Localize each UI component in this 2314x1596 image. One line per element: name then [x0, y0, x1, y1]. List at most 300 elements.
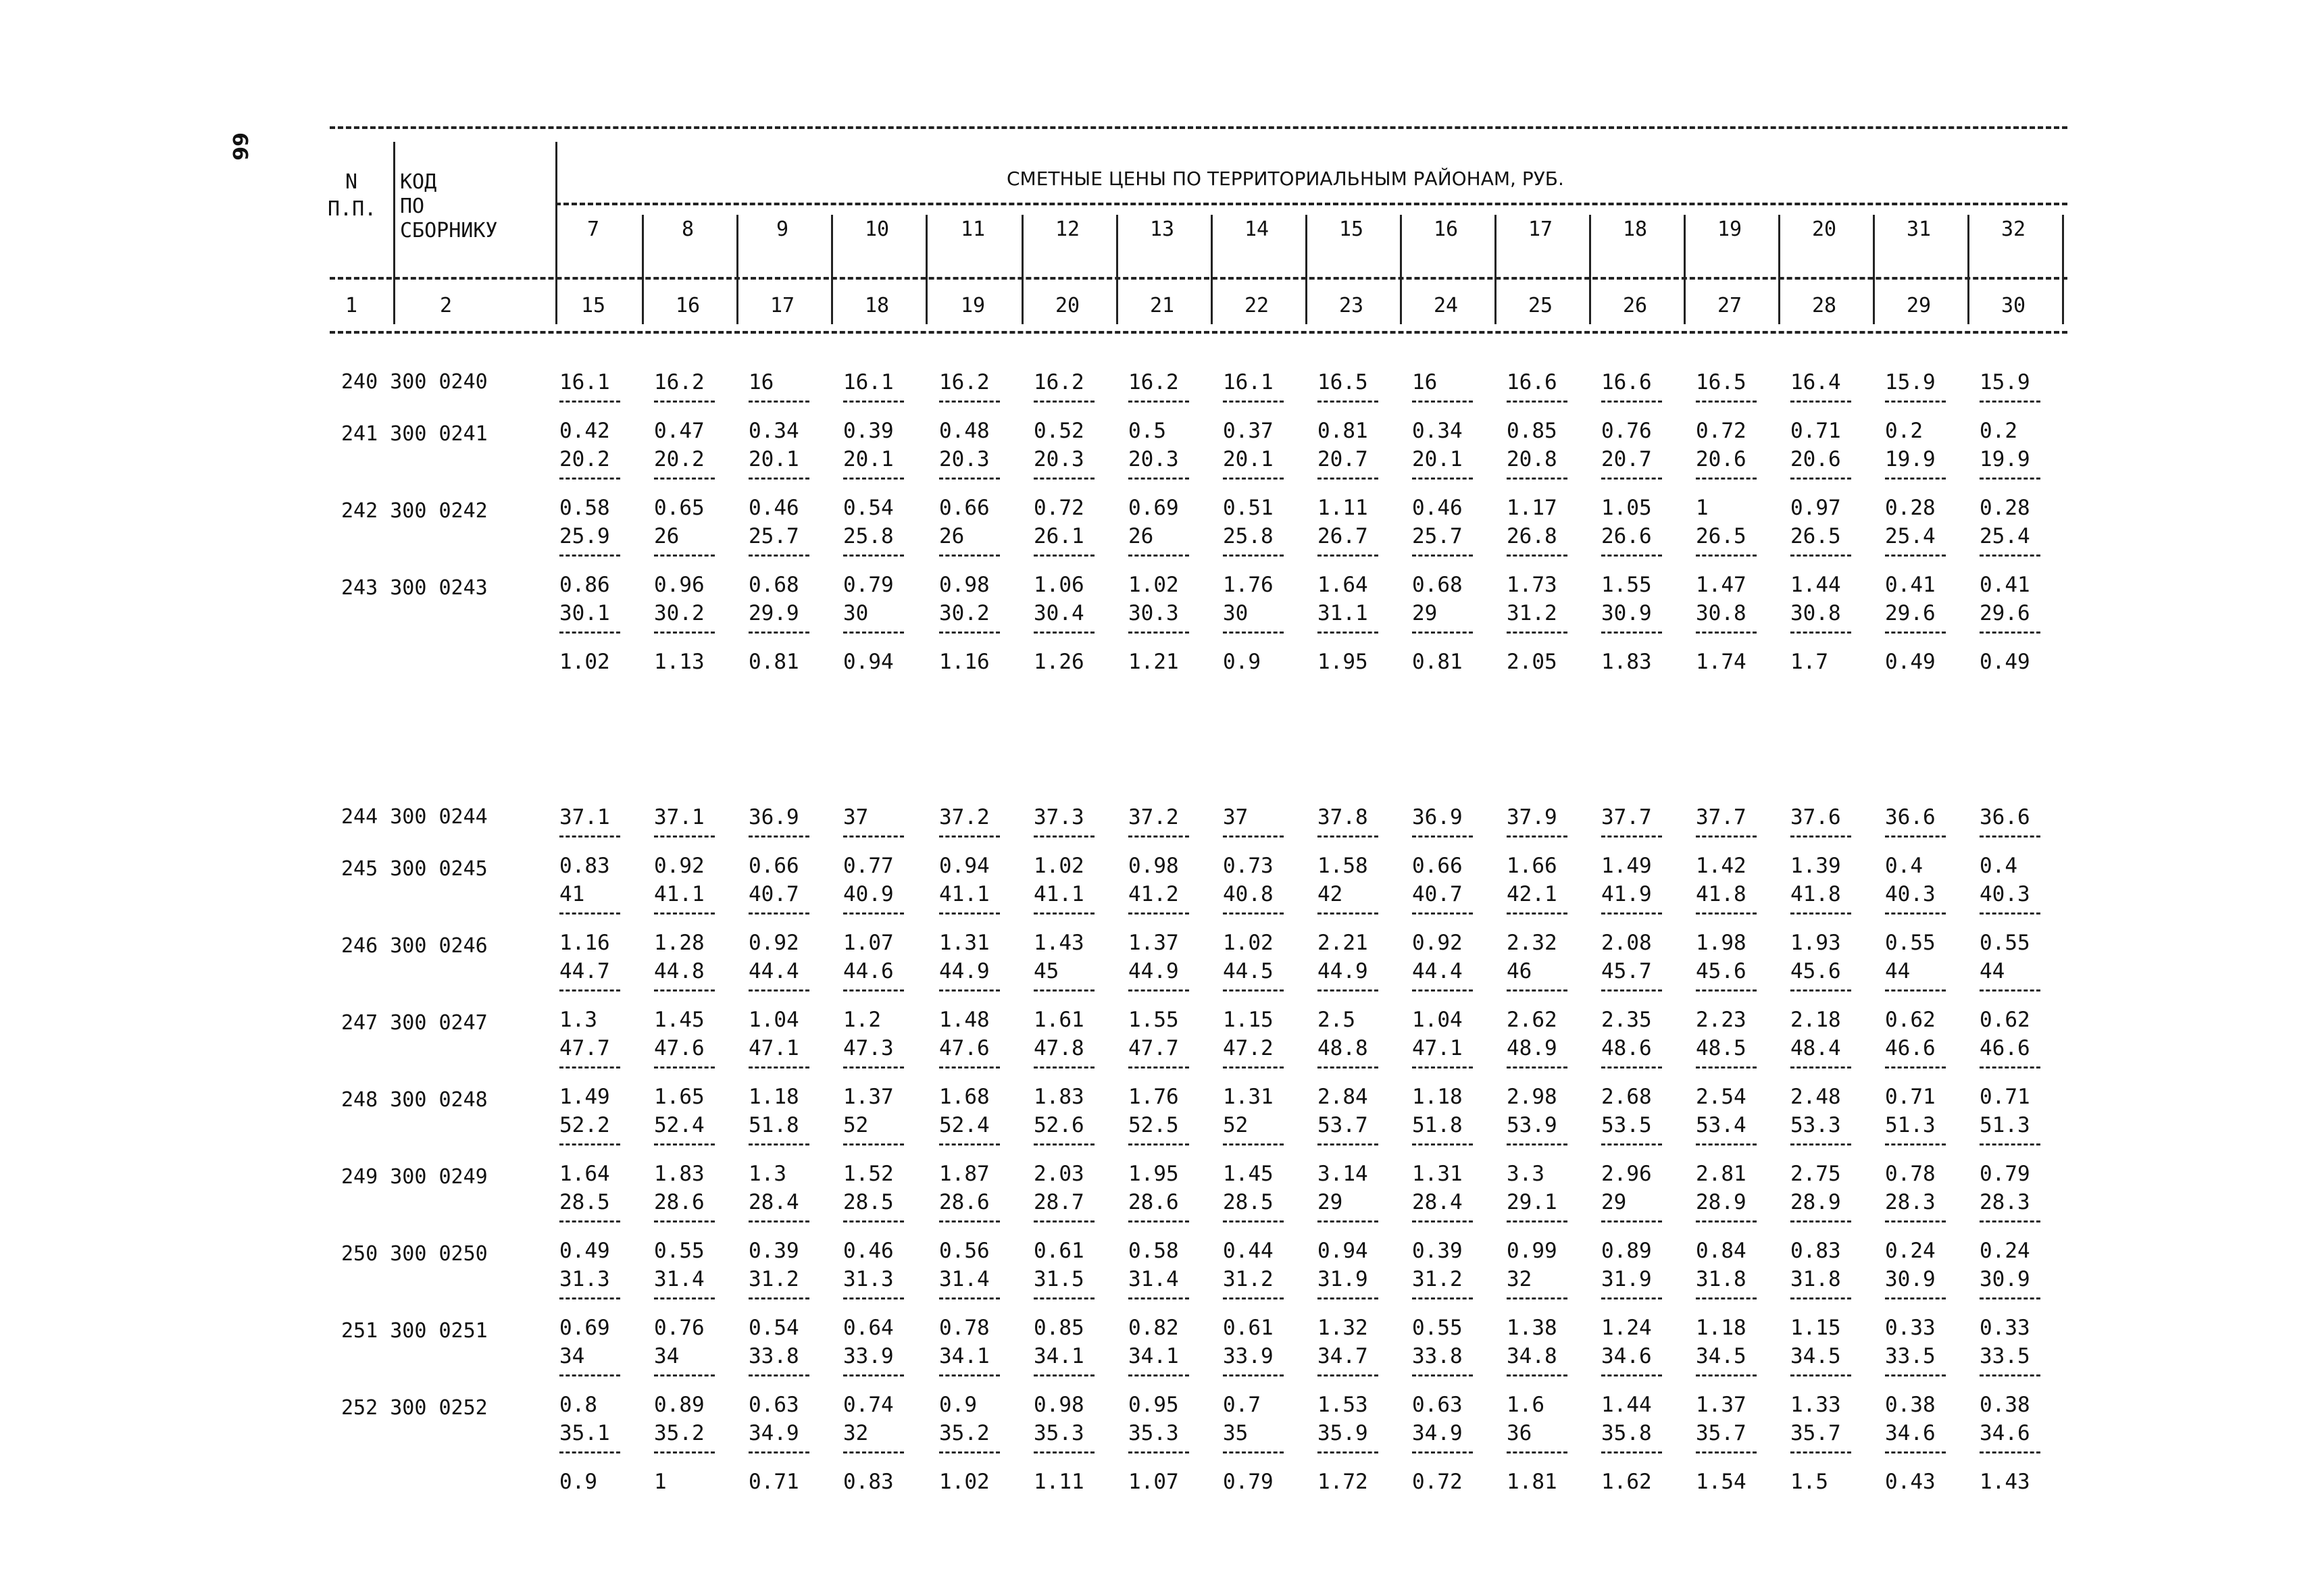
fraction-line: [1507, 1143, 1567, 1145]
fraction-line: [1696, 1297, 1757, 1299]
cell-value-top: 16.5: [1317, 370, 1368, 394]
cell-value-bottom: 1.02: [1034, 854, 1084, 878]
fraction-line: [939, 912, 1000, 915]
fraction-line: [1980, 1220, 2040, 1222]
cell-value-top: 44: [1885, 959, 1911, 983]
cell-value-top: 51.8: [749, 1113, 799, 1137]
cell-value-top: 16: [749, 370, 774, 394]
cell-value-bottom: 0.78: [939, 1316, 990, 1340]
fraction-line: [843, 835, 904, 838]
fraction-line: [1601, 989, 1662, 992]
cell-value-bottom: 0.46: [1412, 496, 1463, 520]
cell-value-top: 48.8: [1317, 1036, 1368, 1060]
fraction-line: [559, 1297, 620, 1299]
cell-value-bottom: 2.21: [1317, 931, 1368, 955]
cell-value-top: 35.7: [1696, 1421, 1746, 1445]
fraction-line: [654, 1297, 715, 1299]
fraction-line: [1507, 478, 1567, 480]
cell-value-bottom: 0.92: [749, 931, 799, 955]
cell-value-top: 35.3: [1034, 1421, 1084, 1445]
cell-value-bottom: 0.2: [1980, 419, 2017, 443]
header-district-number: 12: [1055, 217, 1080, 241]
cell-value-top: 25.7: [749, 524, 799, 548]
fraction-line: [843, 555, 904, 557]
cell-value-bottom: 1.48: [939, 1008, 990, 1032]
cell-value-bottom: 0.79: [1223, 1470, 1274, 1494]
cell-value-bottom: 0.4: [1980, 854, 2017, 878]
cell-value-top: 26.7: [1317, 524, 1368, 548]
fraction-line: [749, 1066, 809, 1069]
cell-value-bottom: 0.42: [559, 419, 610, 443]
cell-value-bottom: 1.65: [654, 1085, 705, 1109]
fraction-line: [1223, 1374, 1284, 1376]
fraction-line: [1034, 835, 1095, 838]
cell-value-top: 40.9: [843, 882, 894, 906]
cell-value-top: 30.9: [1885, 1267, 1936, 1291]
cell-value-bottom: 0.78: [1885, 1162, 1936, 1186]
cell-value-bottom: 0.49: [559, 1239, 610, 1263]
fraction-line: [654, 1220, 715, 1222]
cell-value-bottom: 0.39: [749, 1239, 799, 1263]
cell-value-top: 34.9: [749, 1421, 799, 1445]
fraction-line: [1412, 1220, 1473, 1222]
header-col-number-label: 18: [864, 294, 890, 317]
cell-value-bottom: 1.58: [1317, 854, 1368, 878]
cell-value-top: 31.2: [1507, 601, 1557, 625]
fraction-line: [843, 1066, 904, 1069]
page-number: 66: [228, 132, 251, 161]
cell-value-top: 37: [1223, 805, 1249, 829]
cell-value-bottom: 2.81: [1696, 1162, 1746, 1186]
cell-value-bottom: 1.16: [559, 931, 610, 955]
fraction-line: [1696, 989, 1757, 992]
cell-value-top: 41.8: [1696, 882, 1746, 906]
cell-value-top: 42.1: [1507, 882, 1557, 906]
cell-value-top: 36.9: [749, 805, 799, 829]
fraction-line: [1507, 401, 1567, 403]
cell-value-top: 37.2: [1128, 805, 1179, 829]
cell-value-bottom: 0.46: [749, 496, 799, 520]
cell-value-bottom: 1.72: [1317, 1470, 1368, 1494]
row-label: 243 300 0243: [341, 576, 488, 600]
fraction-line: [654, 989, 715, 992]
cell-value-top: 46: [1507, 959, 1532, 983]
header-divider: [1684, 215, 1686, 324]
cell-value-bottom: 0.46: [843, 1239, 894, 1263]
fraction-line: [1223, 1143, 1284, 1145]
cell-value-top: 31.5: [1034, 1267, 1084, 1291]
cell-value-bottom: 1.15: [1223, 1008, 1274, 1032]
fraction-line: [1128, 912, 1189, 915]
cell-value-bottom: 1.83: [1034, 1085, 1084, 1109]
fraction-line: [654, 478, 715, 480]
fraction-line: [559, 989, 620, 992]
cell-value-bottom: 0.55: [654, 1239, 705, 1263]
header-sub-rule: [555, 203, 2067, 205]
cell-value-top: 30.2: [939, 601, 990, 625]
cell-value-top: 33.8: [1412, 1344, 1463, 1368]
fraction-line: [843, 1220, 904, 1222]
cell-value-top: 31.4: [1128, 1267, 1179, 1291]
fraction-line: [1790, 632, 1851, 634]
cell-value-bottom: 2.18: [1790, 1008, 1841, 1032]
cell-value-top: 47.7: [559, 1036, 610, 1060]
cell-value-top: 41.9: [1601, 882, 1652, 906]
fraction-line: [1317, 1451, 1378, 1453]
header-district-number: 32: [2001, 217, 2026, 241]
cell-value-top: 28.7: [1034, 1190, 1084, 1214]
cell-value-bottom: 0.71: [749, 1470, 799, 1494]
fraction-line: [1790, 555, 1851, 557]
fraction-line: [843, 1143, 904, 1145]
cell-value-bottom: 1.37: [1128, 931, 1179, 955]
header-col-number-label: 23: [1338, 294, 1364, 317]
cell-value-bottom: 2.48: [1790, 1085, 1841, 1109]
header-col-number-label: 27: [1717, 294, 1742, 317]
fraction-line: [1128, 555, 1189, 557]
cell-value-top: 15.9: [1980, 370, 2030, 394]
fraction-line: [749, 1297, 809, 1299]
fraction-line: [1507, 1066, 1567, 1069]
header-divider: [1967, 215, 1969, 324]
header-col-number-label: 30: [2001, 294, 2026, 317]
fraction-line: [1790, 912, 1851, 915]
fraction-line: [939, 1297, 1000, 1299]
cell-value-bottom: 1.28: [654, 931, 705, 955]
cell-value-bottom: 2.84: [1317, 1085, 1368, 1109]
cell-value-top: 37.1: [559, 805, 610, 829]
cell-value-top: 35.8: [1601, 1421, 1652, 1445]
cell-value-bottom: 1.2: [843, 1008, 881, 1032]
fraction-line: [1980, 478, 2040, 480]
cell-value-bottom: 1.31: [939, 931, 990, 955]
fraction-line: [1601, 555, 1662, 557]
cell-value-top: 33.9: [843, 1344, 894, 1368]
fraction-line: [1412, 989, 1473, 992]
cell-value-bottom: 1.55: [1128, 1008, 1179, 1032]
cell-value-bottom: 1.95: [1317, 650, 1368, 674]
cell-value-top: 31.4: [939, 1267, 990, 1291]
fraction-line: [1507, 1220, 1567, 1222]
cell-value-top: 29: [1601, 1190, 1627, 1214]
fraction-line: [1223, 1220, 1284, 1222]
header-divider: [1305, 215, 1307, 324]
cell-value-bottom: 1.45: [1223, 1162, 1274, 1186]
cell-value-top: 20.6: [1696, 447, 1746, 471]
cell-value-top: 20.2: [654, 447, 705, 471]
cell-value-top: 25.8: [1223, 524, 1274, 548]
fraction-line: [939, 1066, 1000, 1069]
cell-value-bottom: 2.35: [1601, 1008, 1652, 1032]
cell-value-top: 31.8: [1696, 1267, 1746, 1291]
cell-value-top: 37.7: [1601, 805, 1652, 829]
fraction-line: [939, 555, 1000, 557]
cell-value-top: 41.8: [1790, 882, 1841, 906]
cell-value-bottom: 0.4: [1885, 854, 1923, 878]
cell-value-bottom: 0.52: [1034, 419, 1084, 443]
fraction-line: [843, 1451, 904, 1453]
cell-value-top: 26: [1128, 524, 1154, 548]
cell-value-bottom: 1.42: [1696, 854, 1746, 878]
cell-value-top: 16: [1412, 370, 1438, 394]
cell-value-bottom: 0.94: [1317, 1239, 1368, 1263]
cell-value-top: 28.5: [1223, 1190, 1274, 1214]
fraction-line: [1317, 478, 1378, 480]
fraction-line: [1034, 555, 1095, 557]
fraction-line: [843, 989, 904, 992]
cell-value-top: 20.3: [939, 447, 990, 471]
cell-value-bottom: 1.11: [1034, 1470, 1084, 1494]
fraction-line: [559, 555, 620, 557]
cell-value-top: 35: [1223, 1421, 1249, 1445]
cell-value-top: 52: [843, 1113, 869, 1137]
cell-value-top: 37.3: [1034, 805, 1084, 829]
cell-value-top: 45.6: [1696, 959, 1746, 983]
fraction-line: [654, 1374, 715, 1376]
cell-value-top: 26: [939, 524, 965, 548]
fraction-line: [1412, 1374, 1473, 1376]
cell-value-top: 36: [1507, 1421, 1532, 1445]
cell-value-bottom: 0.97: [1790, 496, 1841, 520]
cell-value-bottom: 0.69: [559, 1316, 610, 1340]
cell-value-top: 30.8: [1696, 601, 1746, 625]
fraction-line: [1223, 912, 1284, 915]
cell-value-top: 36.6: [1885, 805, 1936, 829]
fraction-line: [1034, 1220, 1095, 1222]
cell-value-top: 48.6: [1601, 1036, 1652, 1060]
cell-value-top: 29.6: [1885, 601, 1936, 625]
cell-value-bottom: 0.92: [654, 854, 705, 878]
cell-value-top: 28.4: [749, 1190, 799, 1214]
cell-value-top: 33.9: [1223, 1344, 1274, 1368]
cell-value-bottom: 1.87: [939, 1162, 990, 1186]
cell-value-bottom: 1.18: [1412, 1085, 1463, 1109]
cell-value-top: 47.2: [1223, 1036, 1274, 1060]
cell-value-bottom: 1.54: [1696, 1470, 1746, 1494]
fraction-line: [1980, 989, 2040, 992]
header-district-number: 11: [960, 217, 986, 241]
row-label: 248 300 0248: [341, 1088, 488, 1112]
header-col-code-line: СБОРНИКУ: [400, 219, 498, 242]
cell-value-top: 52.6: [1034, 1113, 1084, 1137]
fraction-line: [1223, 632, 1284, 634]
cell-value-bottom: 0.86: [559, 573, 610, 597]
cell-value-top: 34.9: [1412, 1421, 1463, 1445]
header-district-number: 16: [1433, 217, 1459, 241]
header-divider: [1778, 215, 1780, 324]
cell-value-bottom: 0.41: [1980, 573, 2030, 597]
cell-value-bottom: 0.49: [1980, 650, 2030, 674]
cell-value-top: 28.9: [1696, 1190, 1746, 1214]
header-col-number-label: 20: [1055, 294, 1080, 317]
fraction-line: [1507, 989, 1567, 992]
cell-value-bottom: 0.33: [1980, 1316, 2030, 1340]
cell-value-top: 28.3: [1885, 1190, 1936, 1214]
cell-value-top: 30: [843, 601, 869, 625]
cell-value-bottom: 0.51: [1223, 496, 1274, 520]
cell-value-top: 45.6: [1790, 959, 1841, 983]
cell-value-bottom: 1.16: [939, 650, 990, 674]
fraction-line: [1317, 1297, 1378, 1299]
cell-value-top: 16.6: [1507, 370, 1557, 394]
cell-value-bottom: 0.43: [1885, 1470, 1936, 1494]
header-divider: [393, 142, 395, 324]
cell-value-bottom: 1.17: [1507, 496, 1557, 520]
fraction-line: [1885, 555, 1946, 557]
cell-value-bottom: 1.39: [1790, 854, 1841, 878]
cell-value-bottom: 2.08: [1601, 931, 1652, 955]
row-label: 242 300 0242: [341, 499, 488, 523]
cell-value-bottom: 0.58: [559, 496, 610, 520]
fraction-line: [1601, 912, 1662, 915]
cell-value-bottom: 0.61: [1034, 1239, 1084, 1263]
cell-value-bottom: 0.69: [1128, 496, 1179, 520]
fraction-line: [1128, 478, 1189, 480]
cell-value-bottom: 0.2: [1885, 419, 1923, 443]
cell-value-bottom: 0.72: [1696, 419, 1746, 443]
cell-value-bottom: 0.76: [1601, 419, 1652, 443]
cell-value-top: 34.6: [1885, 1421, 1936, 1445]
fraction-line: [559, 835, 620, 838]
cell-value-top: 31.9: [1317, 1267, 1368, 1291]
header-divider: [1022, 215, 1024, 324]
cell-value-bottom: 1.31: [1223, 1085, 1274, 1109]
cell-value-bottom: 0.68: [1412, 573, 1463, 597]
cell-value-top: 31.1: [1317, 601, 1368, 625]
fraction-line: [1412, 835, 1473, 838]
cell-value-top: 26.5: [1696, 524, 1746, 548]
cell-value-top: 44.9: [1128, 959, 1179, 983]
fraction-line: [1885, 1451, 1946, 1453]
cell-value-bottom: 0.99: [1507, 1239, 1557, 1263]
cell-value-bottom: 0.94: [843, 650, 894, 674]
cell-value-top: 40.3: [1980, 882, 2030, 906]
cell-value-bottom: 0.55: [1412, 1316, 1463, 1340]
cell-value-top: 28.5: [843, 1190, 894, 1214]
fraction-line: [654, 1066, 715, 1069]
header-district-number: 15: [1338, 217, 1364, 241]
cell-value-bottom: 1.37: [1696, 1393, 1746, 1417]
cell-value-bottom: 1.43: [1034, 931, 1084, 955]
fraction-line: [1412, 632, 1473, 634]
cell-value-top: 48.5: [1696, 1036, 1746, 1060]
fraction-line: [1223, 401, 1284, 403]
cell-value-bottom: 0.24: [1885, 1239, 1936, 1263]
cell-value-top: 31.2: [1223, 1267, 1274, 1291]
fraction-line: [1885, 1374, 1946, 1376]
fraction-line: [1317, 632, 1378, 634]
fraction-line: [749, 401, 809, 403]
cell-value-bottom: 0.76: [654, 1316, 705, 1340]
fraction-line: [749, 1220, 809, 1222]
cell-value-bottom: 0.83: [559, 854, 610, 878]
cell-value-bottom: 1.07: [843, 931, 894, 955]
cell-value-bottom: 1.49: [559, 1085, 610, 1109]
cell-value-top: 29: [1317, 1190, 1343, 1214]
fraction-line: [1223, 478, 1284, 480]
cell-value-bottom: 1.61: [1034, 1008, 1084, 1032]
cell-value-top: 46.6: [1980, 1036, 2030, 1060]
fraction-line: [1790, 989, 1851, 992]
cell-value-top: 28.6: [939, 1190, 990, 1214]
cell-value-top: 47.6: [939, 1036, 990, 1060]
cell-value-top: 44.8: [654, 959, 705, 983]
cell-value-bottom: 0.39: [1412, 1239, 1463, 1263]
cell-value-top: 52: [1223, 1113, 1249, 1137]
header-col-number-label: 26: [1622, 294, 1648, 317]
cell-value-bottom: 0.58: [1128, 1239, 1179, 1263]
header-district-number: 9: [776, 217, 789, 241]
cell-value-bottom: 1.76: [1128, 1085, 1179, 1109]
cell-value-top: 19.9: [1980, 447, 2030, 471]
cell-value-top: 34: [654, 1344, 680, 1368]
fraction-line: [1980, 1297, 2040, 1299]
cell-value-bottom: 1.6: [1507, 1393, 1544, 1417]
cell-value-bottom: 1.53: [1317, 1393, 1368, 1417]
cell-value-top: 47.3: [843, 1036, 894, 1060]
header-divider: [2062, 215, 2064, 324]
cell-value-top: 47.1: [749, 1036, 799, 1060]
cell-value-top: 28.4: [1412, 1190, 1463, 1214]
cell-value-bottom: 0.9: [939, 1393, 977, 1417]
header-district-number: 10: [864, 217, 890, 241]
cell-value-bottom: 1.7: [1790, 650, 1828, 674]
fraction-line: [1980, 555, 2040, 557]
cell-value-bottom: 1.3: [749, 1162, 786, 1186]
header-col-number-line: П.П.: [328, 197, 377, 221]
cell-value-top: 26.8: [1507, 524, 1557, 548]
cell-value-bottom: 0.71: [1790, 419, 1841, 443]
cell-value-top: 31.9: [1601, 1267, 1652, 1291]
row-label: 246 300 0246: [341, 934, 488, 958]
header-col-number-label: 2: [439, 294, 453, 317]
cell-value-top: 52.4: [939, 1113, 990, 1137]
header-col-code-line: КОД: [400, 170, 437, 194]
fraction-line: [1696, 912, 1757, 915]
fraction-line: [559, 1374, 620, 1376]
cell-value-top: 51.3: [1885, 1113, 1936, 1137]
fraction-line: [559, 912, 620, 915]
fraction-line: [1507, 1374, 1567, 1376]
cell-value-top: 53.9: [1507, 1113, 1557, 1137]
cell-value-top: 35.7: [1790, 1421, 1841, 1445]
cell-value-top: 28.6: [654, 1190, 705, 1214]
cell-value-bottom: 0.37: [1223, 419, 1274, 443]
row-label: 251 300 0251: [341, 1319, 488, 1343]
cell-value-top: 41.2: [1128, 882, 1179, 906]
fraction-line: [1790, 1143, 1851, 1145]
fraction-line: [1885, 989, 1946, 992]
cell-value-bottom: 0.63: [1412, 1393, 1463, 1417]
cell-value-bottom: 0.81: [749, 650, 799, 674]
fraction-line: [939, 1451, 1000, 1453]
cell-value-bottom: 0.71: [1885, 1085, 1936, 1109]
header-district-number: 13: [1149, 217, 1175, 241]
header-divider: [926, 215, 928, 324]
cell-value-bottom: 0.5: [1128, 419, 1166, 443]
fraction-line: [1034, 1451, 1095, 1453]
fraction-line: [1128, 1451, 1189, 1453]
fraction-line: [1034, 989, 1095, 992]
fraction-line: [843, 401, 904, 403]
cell-value-bottom: 1.95: [1128, 1162, 1179, 1186]
fraction-line: [1412, 1451, 1473, 1453]
cell-value-bottom: 0.83: [843, 1470, 894, 1494]
fraction-line: [843, 912, 904, 915]
cell-value-bottom: 0.34: [749, 419, 799, 443]
cell-value-top: 47.8: [1034, 1036, 1084, 1060]
header-col-number-label: 29: [1906, 294, 1932, 317]
